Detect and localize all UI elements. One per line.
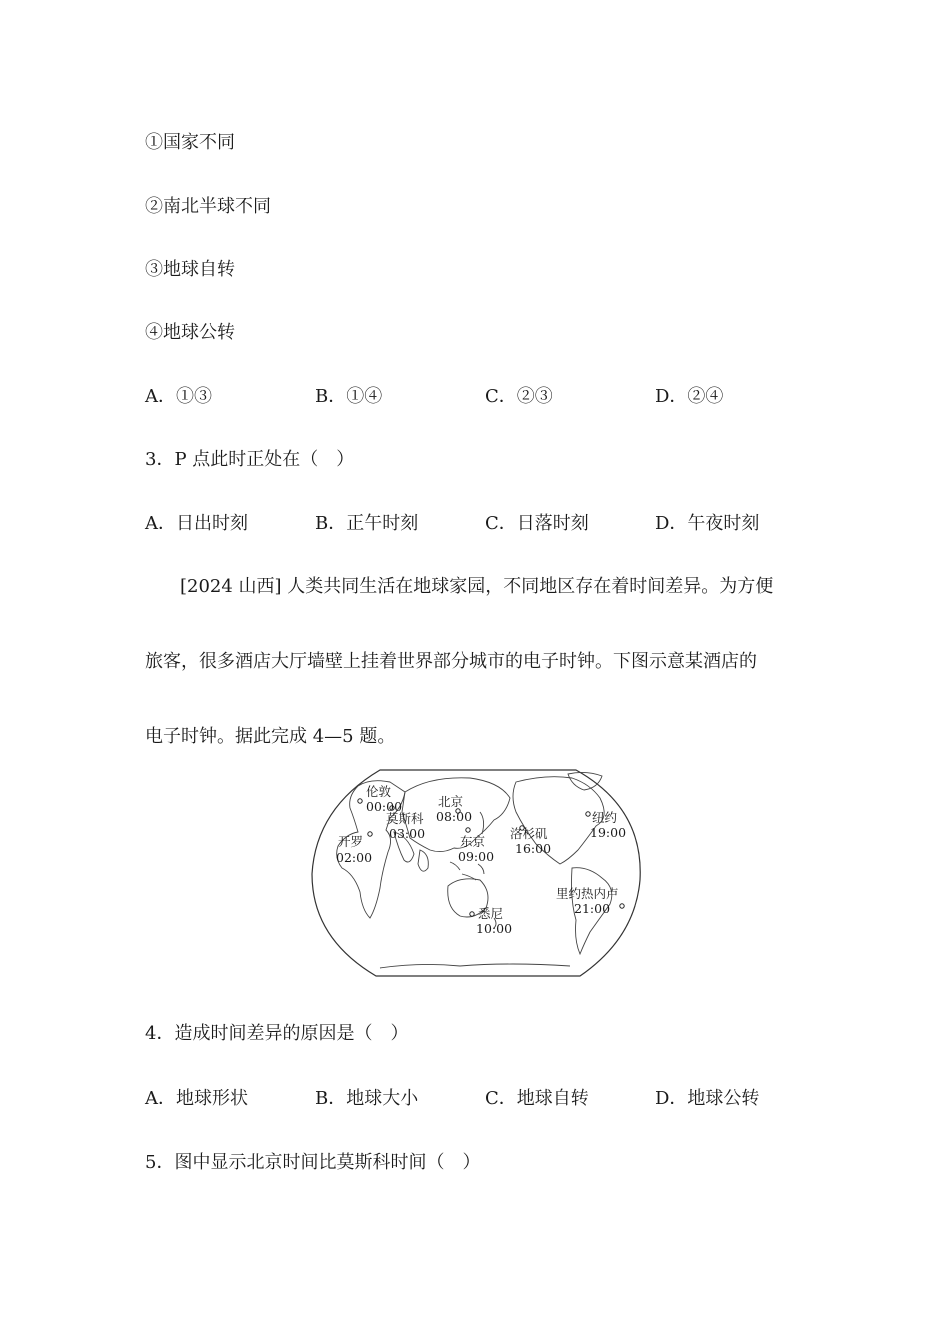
city-time-losangeles: 16:00 bbox=[515, 841, 552, 856]
city-time-newyork: 19:00 bbox=[590, 825, 627, 840]
city-dot-newyork bbox=[586, 812, 590, 816]
city-name-moscow: 莫斯科 bbox=[386, 811, 424, 826]
city-time-moscow: 03:00 bbox=[389, 826, 426, 841]
statement-4: ④地球公转 bbox=[145, 322, 235, 343]
city-name-losangeles: 洛杉矶 bbox=[510, 826, 548, 841]
city-time-beijing: 08:00 bbox=[436, 809, 473, 824]
q2-option-d[interactable]: D．②④ bbox=[655, 386, 724, 407]
q5-stem: 5．图中显示北京时间比莫斯科时间（ ） bbox=[145, 1152, 481, 1173]
q2-option-c[interactable]: C．②③ bbox=[485, 386, 553, 407]
city-name-tokyo: 东京 bbox=[460, 834, 486, 849]
q2-option-a[interactable]: A．①③ bbox=[145, 386, 212, 407]
q3-stem: 3．P 点此时正处在（ ） bbox=[145, 449, 355, 470]
passage-line-3: 电子时钟。据此完成 4—5 题。 bbox=[145, 726, 396, 747]
city-name-london: 伦敦 bbox=[366, 784, 392, 799]
q2-option-b[interactable]: B．①④ bbox=[315, 386, 383, 407]
world-clock-map bbox=[310, 768, 644, 978]
q4-option-c[interactable]: C．地球自转 bbox=[485, 1088, 589, 1109]
q3-option-c[interactable]: C．日落时刻 bbox=[485, 513, 589, 534]
q4-option-d[interactable]: D．地球公转 bbox=[655, 1088, 760, 1109]
city-name-beijing: 北京 bbox=[438, 794, 464, 809]
city-dot-sydney bbox=[470, 912, 474, 916]
city-dot-cairo bbox=[368, 832, 372, 836]
city-time-rio: 21:00 bbox=[574, 901, 611, 916]
city-dot-london bbox=[358, 799, 362, 803]
q3-option-b[interactable]: B．正午时刻 bbox=[315, 513, 419, 534]
city-dot-rio bbox=[620, 904, 624, 908]
city-name-sydney: 悉尼 bbox=[478, 906, 504, 921]
statement-3: ③地球自转 bbox=[145, 259, 235, 280]
city-time-sydney: 10:00 bbox=[476, 921, 513, 936]
q3-option-d[interactable]: D．午夜时刻 bbox=[655, 513, 760, 534]
statement-2: ②南北半球不同 bbox=[145, 196, 271, 217]
passage-line-2: 旅客，很多酒店大厅墙壁上挂着世界部分城市的电子时钟。下图示意某酒店的 bbox=[145, 651, 757, 672]
city-time-cairo: 02:00 bbox=[336, 850, 373, 865]
city-time-tokyo: 09:00 bbox=[458, 849, 495, 864]
city-name-rio: 里约热内卢 bbox=[556, 886, 619, 901]
world-map-svg bbox=[310, 768, 644, 978]
statement-1: ①国家不同 bbox=[145, 132, 235, 153]
q4-option-a[interactable]: A．地球形状 bbox=[145, 1088, 248, 1109]
q4-stem: 4．造成时间差异的原因是（ ） bbox=[145, 1023, 409, 1044]
city-dot-tokyo bbox=[466, 828, 470, 832]
city-name-cairo: 开罗 bbox=[338, 834, 364, 849]
city-time-london: 00:00 bbox=[366, 799, 403, 814]
city-name-newyork: 纽约 bbox=[592, 810, 618, 825]
q4-option-b[interactable]: B．地球大小 bbox=[315, 1088, 419, 1109]
q3-option-a[interactable]: A．日出时刻 bbox=[145, 513, 248, 534]
passage-line-1: [2024 山西] 人类共同生活在地球家园，不同地区存在着时间差异。为方便 bbox=[180, 576, 774, 597]
